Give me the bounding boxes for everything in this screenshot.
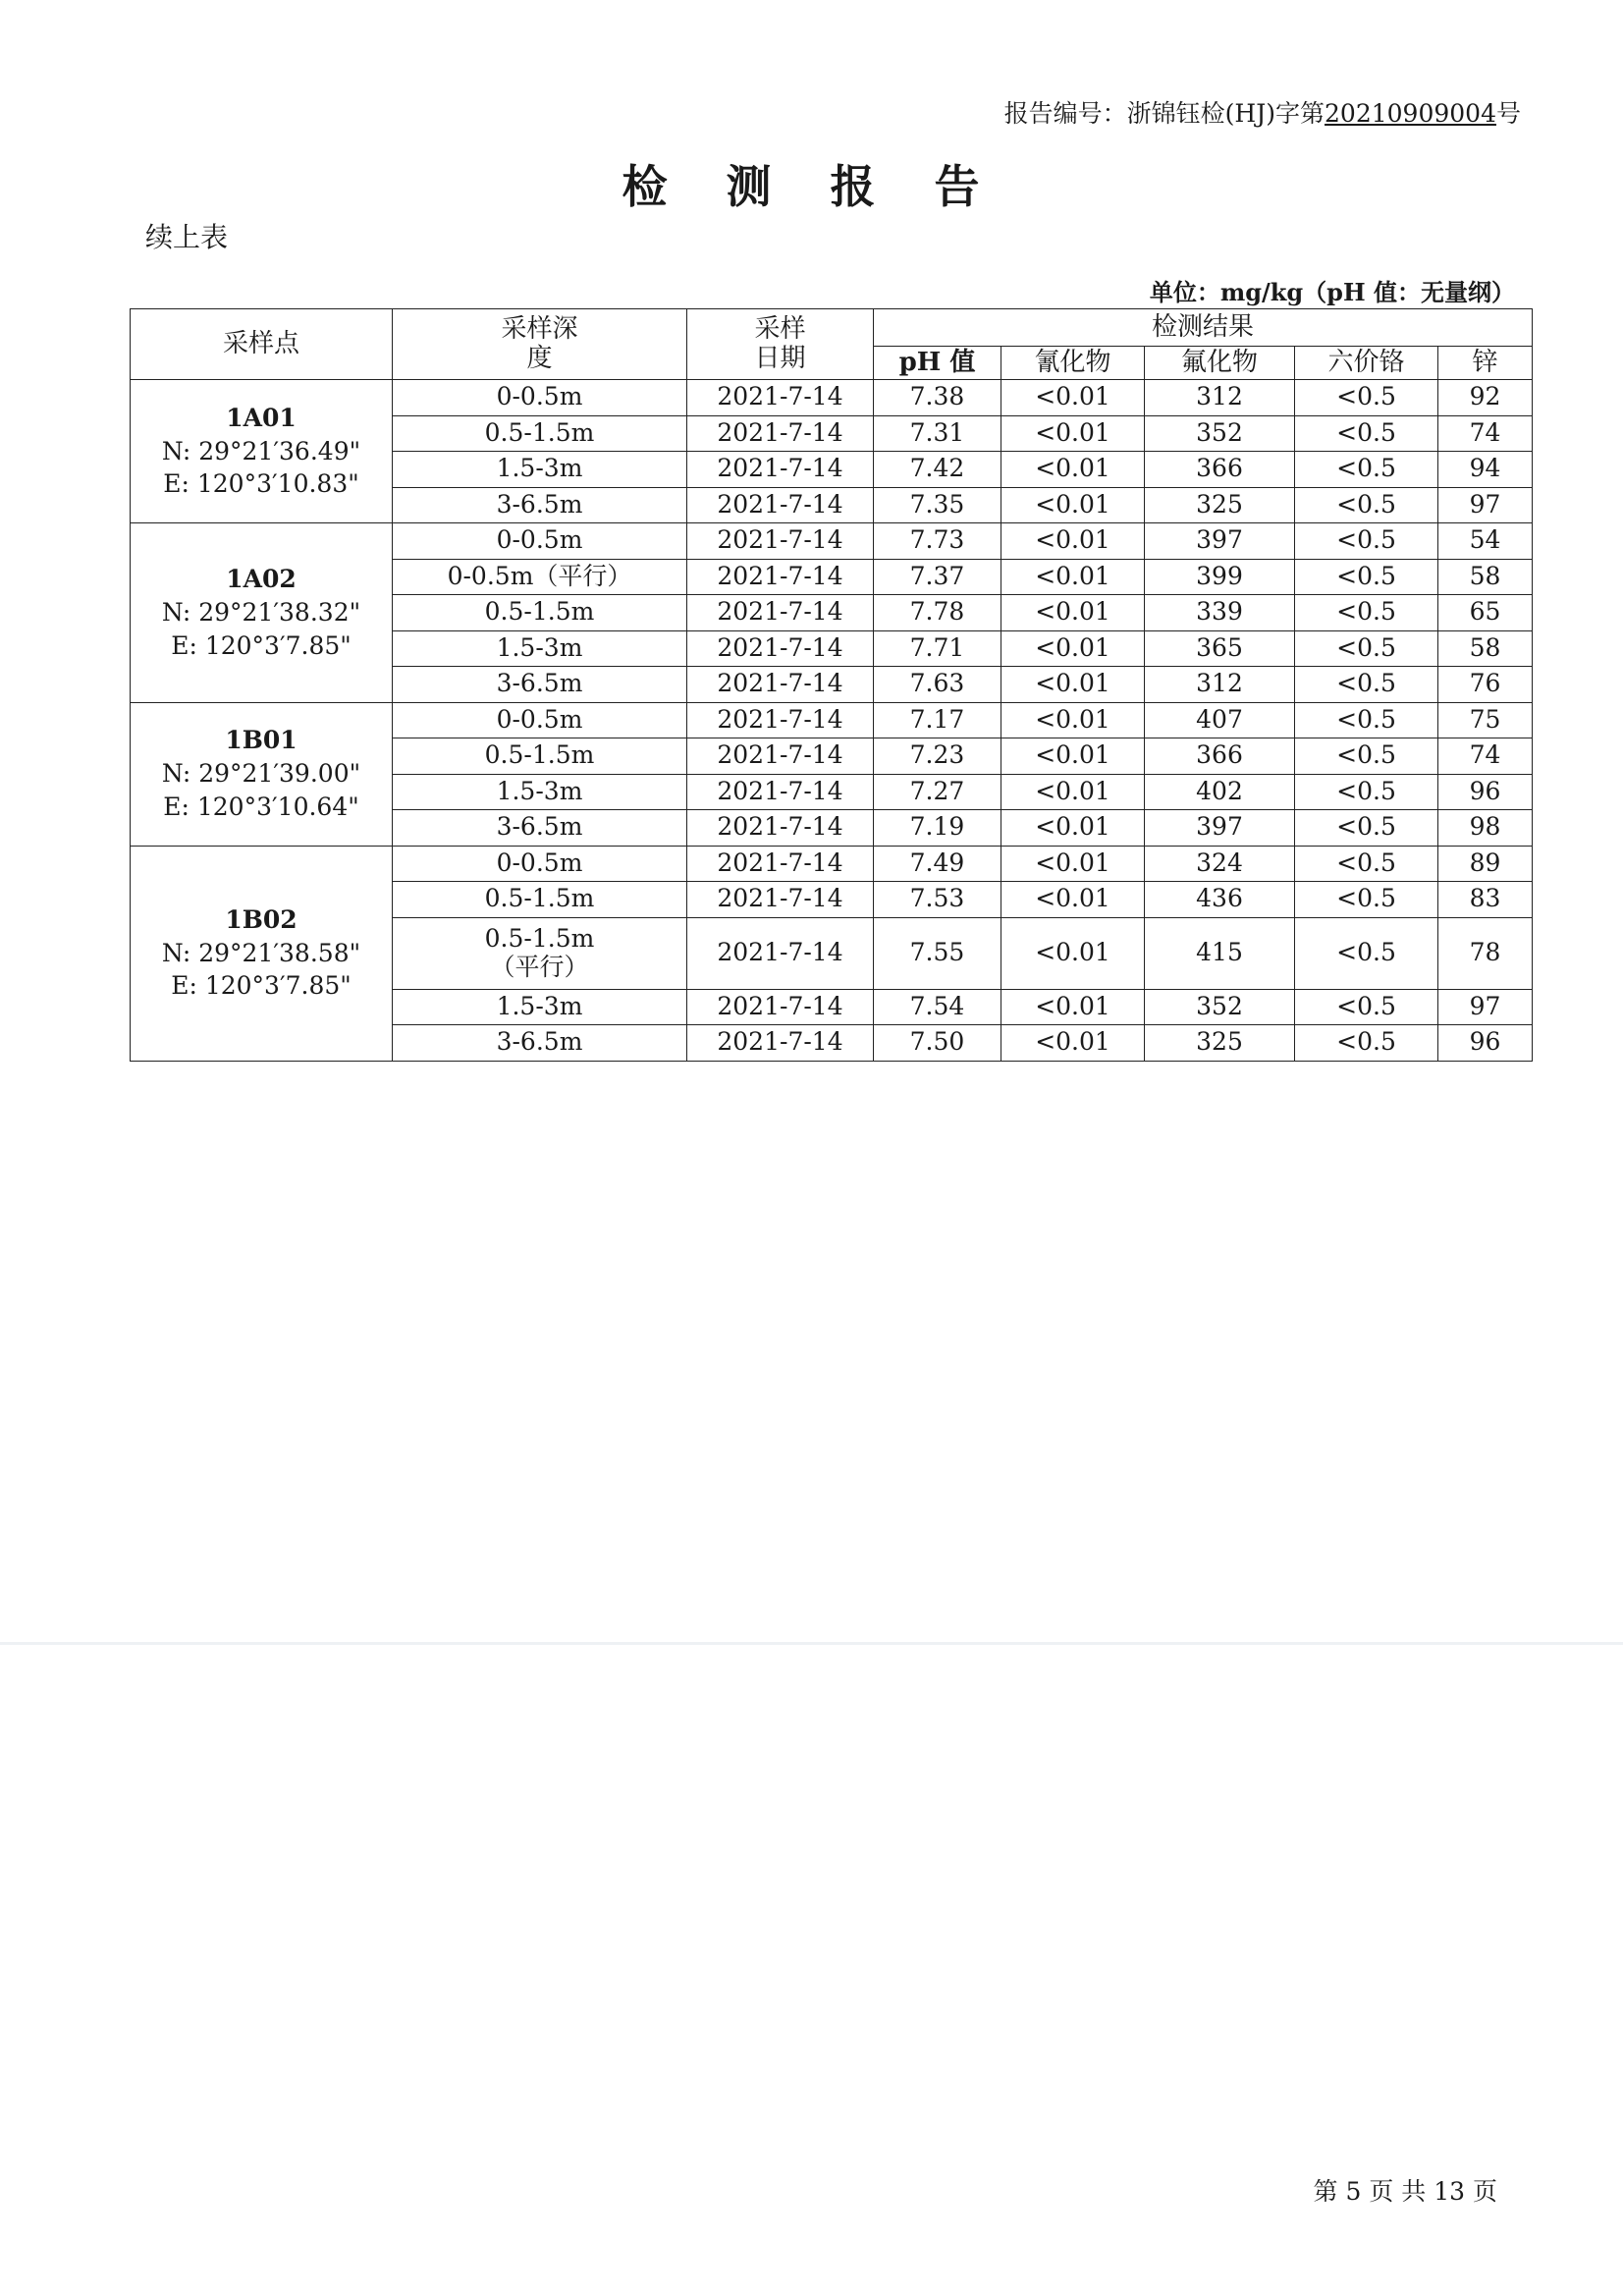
ph-cell: 7.55 <box>874 917 1001 989</box>
site-name: 1B02 <box>225 904 298 934</box>
depth-value: 0-0.5m <box>496 525 583 555</box>
ph-cell: 7.50 <box>874 1025 1001 1062</box>
cyanide-cell: <0.01 <box>1001 380 1145 416</box>
depth-value: 0-0.5m <box>496 382 583 411</box>
fluoride-cell: 352 <box>1145 989 1295 1025</box>
zinc-cell: 76 <box>1438 667 1533 703</box>
depth-value: 3-6.5m <box>496 1027 583 1057</box>
chromium6-cell: <0.5 <box>1295 452 1438 488</box>
fluoride-cell: 365 <box>1145 630 1295 667</box>
site-lat: N: 29°21′39.00" <box>161 759 361 789</box>
fluoride-cell: 325 <box>1145 487 1295 523</box>
depth-cell <box>393 415 687 452</box>
header-ph: pH 值 <box>874 347 1001 380</box>
report-number-suffix: 号 <box>1495 99 1521 128</box>
ph-cell: 7.19 <box>874 810 1001 847</box>
depth-cell <box>393 380 687 416</box>
fluoride-cell: 325 <box>1145 1025 1295 1062</box>
zinc-cell: 89 <box>1438 846 1533 882</box>
ph-cell: 7.42 <box>874 452 1001 488</box>
header-fluoride: 氟化物 <box>1145 347 1295 380</box>
depth-cell <box>393 989 687 1025</box>
cyanide-cell: <0.01 <box>1001 989 1145 1025</box>
date-cell: 2021-7-14 <box>687 917 874 989</box>
depth-value: 0.5-1.5m <box>484 923 595 953</box>
date-cell: 2021-7-14 <box>687 559 874 595</box>
header-chromium6: 六价铬 <box>1295 347 1438 380</box>
site-name: 1B01 <box>225 726 298 755</box>
depth-cell <box>393 595 687 631</box>
zinc-cell: 83 <box>1438 882 1533 918</box>
table-row <box>131 380 1533 416</box>
chromium6-cell: <0.5 <box>1295 846 1438 882</box>
date-cell: 2021-7-14 <box>687 630 874 667</box>
depth-cell <box>393 774 687 810</box>
site-name: 1A01 <box>226 403 297 432</box>
chromium6-cell: <0.5 <box>1295 667 1438 703</box>
cyanide-cell: <0.01 <box>1001 774 1145 810</box>
fluoride-cell: 366 <box>1145 738 1295 775</box>
depth-note: （平行） <box>490 952 589 981</box>
depth-cell <box>393 846 687 882</box>
date-cell: 2021-7-14 <box>687 667 874 703</box>
site-cell <box>131 380 393 523</box>
chromium6-cell: <0.5 <box>1295 738 1438 775</box>
chromium6-cell: <0.5 <box>1295 523 1438 560</box>
site-lon: E: 120°3′10.64" <box>163 792 359 821</box>
zinc-cell: 92 <box>1438 380 1533 416</box>
table-body <box>131 380 1533 1062</box>
depth-value: 1.5-3m <box>496 991 583 1020</box>
depth-cell <box>393 1025 687 1062</box>
depth-cell <box>393 452 687 488</box>
zinc-cell: 58 <box>1438 630 1533 667</box>
fluoride-cell: 366 <box>1145 452 1295 488</box>
depth-cell <box>393 630 687 667</box>
chromium6-cell: <0.5 <box>1295 630 1438 667</box>
date-cell: 2021-7-14 <box>687 595 874 631</box>
header-zinc: 锌 <box>1438 347 1533 380</box>
depth-cell <box>393 738 687 775</box>
depth-cell <box>393 702 687 738</box>
fluoride-cell: 399 <box>1145 559 1295 595</box>
site-lat: N: 29°21′38.58" <box>161 938 361 967</box>
cyanide-cell: <0.01 <box>1001 846 1145 882</box>
fluoride-cell: 397 <box>1145 523 1295 560</box>
date-cell: 2021-7-14 <box>687 882 874 918</box>
chromium6-cell: <0.5 <box>1295 774 1438 810</box>
depth-cell <box>393 523 687 560</box>
date-cell: 2021-7-14 <box>687 702 874 738</box>
depth-value: 1.5-3m <box>496 632 583 662</box>
date-cell: 2021-7-14 <box>687 846 874 882</box>
date-cell: 2021-7-14 <box>687 487 874 523</box>
chromium6-cell: <0.5 <box>1295 559 1438 595</box>
cyanide-cell: <0.01 <box>1001 738 1145 775</box>
chromium6-cell: <0.5 <box>1295 1025 1438 1062</box>
ph-cell: 7.31 <box>874 415 1001 452</box>
ph-cell: 7.53 <box>874 882 1001 918</box>
table-row <box>131 702 1533 738</box>
depth-value: 3-6.5m <box>496 812 583 842</box>
cyanide-cell: <0.01 <box>1001 667 1145 703</box>
site-cell <box>131 523 393 703</box>
depth-cell <box>393 559 687 595</box>
depth-value: 0-0.5m <box>496 704 583 734</box>
zinc-cell: 78 <box>1438 917 1533 989</box>
ph-cell: 7.38 <box>874 380 1001 416</box>
zinc-cell: 74 <box>1438 415 1533 452</box>
ph-cell: 7.27 <box>874 774 1001 810</box>
cyanide-cell: <0.01 <box>1001 452 1145 488</box>
chromium6-cell: <0.5 <box>1295 595 1438 631</box>
site-lon: E: 120°3′7.85" <box>171 630 352 660</box>
cyanide-cell: <0.01 <box>1001 882 1145 918</box>
depth-value: 3-6.5m <box>496 669 583 698</box>
cyanide-cell: <0.01 <box>1001 810 1145 847</box>
depth-value: 0.5-1.5m <box>484 417 595 447</box>
ph-cell: 7.17 <box>874 702 1001 738</box>
zinc-cell: 74 <box>1438 738 1533 775</box>
cyanide-cell: <0.01 <box>1001 559 1145 595</box>
site-lat: N: 29°21′38.32" <box>161 597 361 627</box>
depth-cell <box>393 917 687 989</box>
zinc-cell: 96 <box>1438 774 1533 810</box>
report-number: 20210909004 <box>1325 99 1496 128</box>
site-lon: E: 120°3′10.83" <box>163 469 359 499</box>
fluoride-cell: 436 <box>1145 882 1295 918</box>
ph-cell: 7.78 <box>874 595 1001 631</box>
depth-cell <box>393 810 687 847</box>
depth-value: 1.5-3m <box>496 776 583 805</box>
fluoride-cell: 352 <box>1145 415 1295 452</box>
table-row <box>131 523 1533 560</box>
date-cell: 2021-7-14 <box>687 523 874 560</box>
results-table <box>130 308 1533 1062</box>
ph-cell: 7.63 <box>874 667 1001 703</box>
chromium6-cell: <0.5 <box>1295 882 1438 918</box>
cyanide-cell: <0.01 <box>1001 917 1145 989</box>
unit-note: 单位：mg/kg（pH 值：无量纲） <box>1149 278 1515 306</box>
fluoride-cell: 402 <box>1145 774 1295 810</box>
report-number-prefix: 报告编号：浙锦钰检(HJ)字第 <box>1003 99 1325 128</box>
site-name: 1A02 <box>226 565 297 594</box>
chromium6-cell: <0.5 <box>1295 917 1438 989</box>
chromium6-cell: <0.5 <box>1295 487 1438 523</box>
ph-cell: 7.23 <box>874 738 1001 775</box>
ph-cell: 7.37 <box>874 559 1001 595</box>
cyanide-cell: <0.01 <box>1001 487 1145 523</box>
fluoride-cell: 312 <box>1145 667 1295 703</box>
date-cell: 2021-7-14 <box>687 1025 874 1062</box>
page-number: 第 5 页 共 13 页 <box>1313 2177 1497 2206</box>
cyanide-cell: <0.01 <box>1001 415 1145 452</box>
chromium6-cell: <0.5 <box>1295 380 1438 416</box>
header-depth: 采样深度 <box>393 309 687 380</box>
zinc-cell: 75 <box>1438 702 1533 738</box>
ph-cell: 7.49 <box>874 846 1001 882</box>
depth-value: 0.5-1.5m <box>484 884 595 913</box>
site-cell <box>131 702 393 846</box>
fluoride-cell: 324 <box>1145 846 1295 882</box>
zinc-cell: 98 <box>1438 810 1533 847</box>
zinc-cell: 97 <box>1438 989 1533 1025</box>
zinc-cell: 65 <box>1438 595 1533 631</box>
date-cell: 2021-7-14 <box>687 810 874 847</box>
site-lat: N: 29°21′36.49" <box>161 436 361 465</box>
ph-cell: 7.71 <box>874 630 1001 667</box>
date-cell: 2021-7-14 <box>687 380 874 416</box>
date-cell: 2021-7-14 <box>687 989 874 1025</box>
depth-value: 1.5-3m <box>496 454 583 483</box>
depth-cell <box>393 667 687 703</box>
chromium6-cell: <0.5 <box>1295 702 1438 738</box>
table-row <box>131 846 1533 882</box>
ph-cell: 7.35 <box>874 487 1001 523</box>
header-date: 采样日期 <box>687 309 874 380</box>
zinc-cell: 96 <box>1438 1025 1533 1062</box>
page-title: 检 测 报 告 <box>622 160 1001 213</box>
chromium6-cell: <0.5 <box>1295 415 1438 452</box>
fluoride-cell: 407 <box>1145 702 1295 738</box>
fluoride-cell: 397 <box>1145 810 1295 847</box>
continued-label: 续上表 <box>145 221 229 253</box>
zinc-cell: 58 <box>1438 559 1533 595</box>
cyanide-cell: <0.01 <box>1001 1025 1145 1062</box>
depth-value: 0-0.5m（平行） <box>447 561 632 590</box>
header-cyanide: 氰化物 <box>1001 347 1145 380</box>
date-cell: 2021-7-14 <box>687 415 874 452</box>
cyanide-cell: <0.01 <box>1001 630 1145 667</box>
chromium6-cell: <0.5 <box>1295 989 1438 1025</box>
cyanide-cell: <0.01 <box>1001 523 1145 560</box>
zinc-cell: 97 <box>1438 487 1533 523</box>
header-results: 检测结果 <box>874 309 1533 347</box>
depth-value: 0.5-1.5m <box>484 597 595 627</box>
ph-cell: 7.54 <box>874 989 1001 1025</box>
site-lon: E: 120°3′7.85" <box>171 971 352 1001</box>
zinc-cell: 54 <box>1438 523 1533 560</box>
chromium6-cell: <0.5 <box>1295 810 1438 847</box>
zinc-cell: 94 <box>1438 452 1533 488</box>
date-cell: 2021-7-14 <box>687 738 874 775</box>
fluoride-cell: 415 <box>1145 917 1295 989</box>
depth-value: 0.5-1.5m <box>484 740 595 770</box>
scan-artifact-line <box>0 1642 1623 1645</box>
depth-cell <box>393 882 687 918</box>
date-cell: 2021-7-14 <box>687 452 874 488</box>
depth-value: 0-0.5m <box>496 847 583 877</box>
date-cell: 2021-7-14 <box>687 774 874 810</box>
header-site: 采样点 <box>131 309 393 380</box>
fluoride-cell: 312 <box>1145 380 1295 416</box>
depth-cell <box>393 487 687 523</box>
site-cell <box>131 846 393 1061</box>
cyanide-cell: <0.01 <box>1001 595 1145 631</box>
ph-cell: 7.73 <box>874 523 1001 560</box>
depth-value: 3-6.5m <box>496 489 583 519</box>
fluoride-cell: 339 <box>1145 595 1295 631</box>
report-number-line <box>1004 94 1521 130</box>
cyanide-cell: <0.01 <box>1001 702 1145 738</box>
